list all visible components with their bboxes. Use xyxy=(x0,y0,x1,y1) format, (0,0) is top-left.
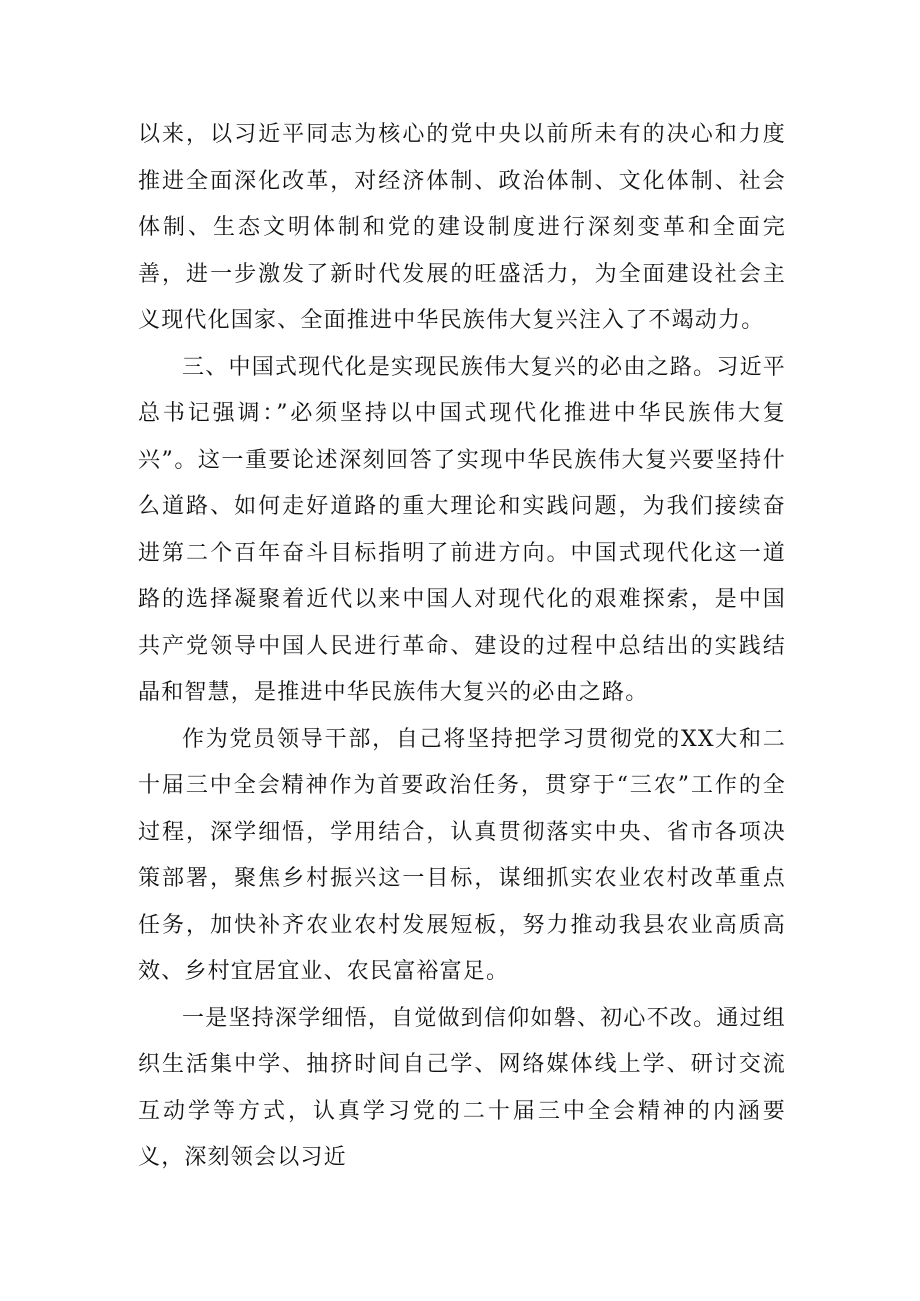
paragraph-point-one: 一是坚持深学细悟，自觉做到信仰如磐、初心不改。通过组织生活集中学、抽挤时间自己学、网络媒体线上学、研讨交流互动学等方式，认真学习党的二十届三中全会精神的内涵要义，深刻领会以习近 xyxy=(138,1005,786,1170)
document-body xyxy=(138,112,786,1182)
paragraph-section-three: 三、中国式现代化是实现民族伟大复兴的必由之路。习近平总书记强调：”必须坚持以中国式现代化推进中华民族伟大复兴”。这一重要论述深刻回答了实现中华民族伟大复兴要坚持什么道路、如何走好道路的重大理论和实践问题，为我们接续奋进第二个百年奋斗目标指明了前进方向。中国式现代化这一道路的选择凝聚着近代以来中国人对现代化的艰难探索，是中国共产党领导中国人民进行革命、建设的过程中总结出的实践结晶和智慧，是推进中华民族伟大复兴的必由之路。 xyxy=(138,354,786,705)
paragraph-continuation: 以来，以习近平同志为核心的党中央以前所未有的决心和力度推进全面深化改革，对经济体制、政治体制、文化体制、社会体制、生态文明体制和党的建设制度进行深刻变革和全面完善，进一步激发了新时代发展的旺盛活力，为全面建设社会主义现代化国家、全面推进中华民族伟大复兴注入了不竭动力。 xyxy=(138,122,786,333)
paragraph-commitment: 作为党员领导干部，自己将坚持把学习贯彻党的XX大和二十届三中全会精神作为首要政治任务，贯穿于“三农”工作的全过程，深学细悟，学用结合，认真贯彻落实中央、省市各项决策部署，聚焦乡村振兴这一目标，谋细抓实农业农村改革重点任务，加快补齐农业农村发展短板，努力推动我县农业高质高效、乡村宜居宜业、农民富裕富足。 xyxy=(138,726,786,984)
